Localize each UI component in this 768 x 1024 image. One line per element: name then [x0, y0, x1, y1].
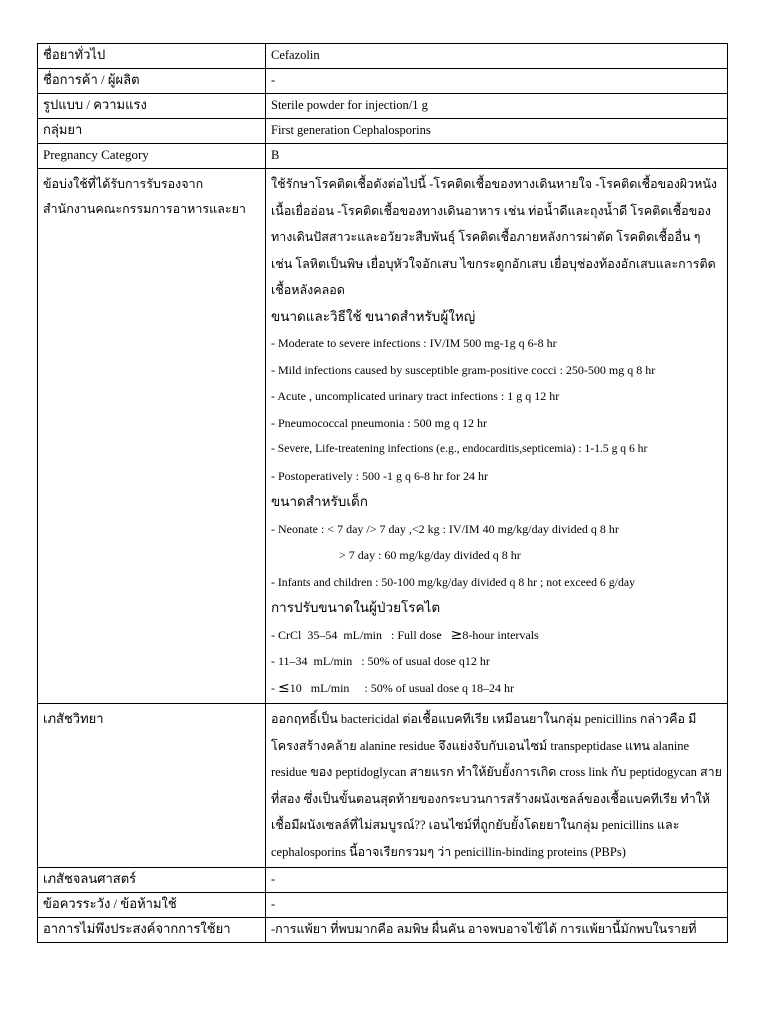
- child-dose-item: > 7 day : 60 mg/kg/day divided q 8 hr: [339, 548, 521, 562]
- row-label-indications: [38, 169, 266, 704]
- table-row: [38, 44, 728, 69]
- adult-dose-item: - Postoperatively : 500 -1 g q 6-8 hr for 24 hr: [271, 468, 488, 483]
- row-label-drug-group: กลุ่มยา: [38, 119, 266, 144]
- drug-info-table: [37, 43, 728, 943]
- renal-dose-item: [271, 622, 722, 649]
- row-value-form-strength: Sterile powder for injection/1 g: [266, 94, 728, 119]
- row-value-generic-name: Cefazolin: [266, 44, 728, 69]
- row-label-adverse-effects: อาการไม่พึงประสงค์จากการใช้ยา: [38, 918, 266, 943]
- row-label-pregnancy-category: Pregnancy Category: [38, 144, 266, 169]
- table-row: [38, 704, 728, 868]
- renal-dose-text: -: [271, 680, 278, 695]
- table-row: [38, 69, 728, 94]
- adult-dose-item: - Moderate to severe infections : IV/IM 500 mg-1g q 6-8 hr: [271, 336, 557, 350]
- adult-dose-item: - Acute , uncomplicated urinary tract infections : 1 g q 12 hr: [271, 389, 560, 403]
- adult-dose-item: - Mild infections caused by susceptible gram-positive cocci : 250-500 mg q 8 hr: [271, 362, 656, 377]
- dose-heading: ขนาดและวิธีใช้ ขนาดสำหรับผู้ใหญ่: [271, 308, 476, 324]
- row-label-generic-name: ชื่อยาทั่วไป: [38, 44, 266, 69]
- child-dose-item: - Infants and children : 50-100 mg/kg/day divided q 8 hr ; not exceed 6 g/day: [271, 574, 635, 589]
- table-row: [38, 918, 728, 943]
- row-value-indications: [266, 169, 728, 704]
- row-value-trade-name: -: [266, 69, 728, 94]
- row-value-drug-group: First generation Cephalosporins: [266, 119, 728, 144]
- table-row: [38, 119, 728, 144]
- row-value-adverse-effects: -การแพ้ยา ที่พบมากคือ ลมพิษ ผื่นคัน อาจพบอาจไข้ได้ การแพ้ยานี้มักพบในรายที่: [266, 918, 728, 943]
- renal-dose-item: [271, 675, 722, 702]
- table-row: [38, 169, 728, 704]
- renal-dose-item: - 11–34 mL/min : 50% of usual dose q12 hr: [271, 654, 490, 668]
- table-row: [38, 94, 728, 119]
- child-dose-item: - Neonate : < 7 day /> 7 day ,<2 kg : IV/IM 40 mg/kg/day divided q 8 hr: [271, 521, 619, 536]
- adult-dose-item: - Pneumococcal pneumonia : 500 mg q 12 hr: [271, 415, 487, 430]
- less-equal-symbol: ≤: [278, 679, 290, 696]
- table-row: [38, 868, 728, 893]
- indications-label-line2: สำนักงานคณะกรรมการอาหารและยา: [43, 201, 246, 216]
- renal-dose-text: 8-hour intervals: [462, 627, 539, 642]
- renal-dose-text: - CrCl 35–54 mL/min : Full dose: [271, 627, 451, 642]
- renal-dose-text: 10 mL/min : 50% of usual dose q 18–24 hr: [289, 680, 515, 695]
- indications-label-line1: ข้อบ่งใช้ที่ได้รับการรับรองจาก: [43, 177, 204, 191]
- renal-dose-heading: การปรับขนาดในผู้ป่วยโรคไต: [271, 600, 441, 615]
- row-label-form-strength: รูปแบบ / ความแรง: [38, 94, 266, 119]
- table-row: [38, 893, 728, 918]
- row-value-pharmacokinetics: -: [266, 868, 728, 893]
- indications-intro: ใช้รักษาโรคติดเชื้อดังต่อไปนี้ -โรคติดเชื้อของทางเดินหายใจ -โรคติดเชื้อของผิวหนัง เนื้อเยื่ออ่อน -โรคติดเชื้อของทางเดินอาหาร เช่น ท่อน้ำดีและถุงน้ำดี โรคติดเชื้อของทางเดินปัสสาวะและอวัยวะสืบพันธุ์ โรคติดเชื้อภายหลังการผ่าตัด โรคติดเชื้ออื่น ๆ เช่น โลหิตเป็นพิษ เยื่อบุหัวใจอักเสบ ไขกระดูกอักเสบ เยื่อบุช่องท้องอักเสบและการติดเชื้อหลังคลอด: [271, 177, 718, 297]
- row-label-pharmacokinetics: เภสัชจลนศาสตร์: [38, 868, 266, 893]
- table-row: [38, 144, 728, 169]
- row-label-precautions: ข้อควรระวัง / ข้อห้ามใช้: [38, 893, 266, 918]
- child-dose-heading: ขนาดสำหรับเด็ก: [271, 494, 368, 509]
- adult-dose-item: - Severe, Life-treatening infections (e.g., endocarditis,septicemia) : 1-1.5 g q 6 hr: [271, 442, 648, 455]
- row-value-precautions: -: [266, 893, 728, 918]
- row-label-pharmacology: เภสัชวิทยา: [38, 704, 266, 868]
- row-value-pregnancy-category: B: [266, 144, 728, 169]
- row-label-trade-name: ชื่อการค้า / ผู้ผลิต: [38, 69, 266, 94]
- pharmacology-text: ออกฤทธิ์เป็น bactericidal ต่อเชื้อแบคทีเรีย เหมือนยาในกลุ่ม penicillins กล่าวคือ มีโครงสร้างคล้าย alanine residue จึงแย่งจับกับเอนไซม์ transpeptidase แทน alanine residue ของ peptidoglycan สายแรก ทำให้ยับยั้งการเกิด cross link กับ peptidogycan สายที่สอง ซึ่งเป็นขั้นตอนสุดท้ายของกระบวนการสร้างผนังเซลล์ของเชื้อแบคทีเรีย ทำให้เชื้อมีผนังเซลล์ที่ไม่สมบูรณ์?? เอนไซม์ที่ถูกยับยั้งโดยยาในกลุ่ม penicillins และ cephalosporins นี้อาจเรียกรวมๆ ว่า penicillin-binding proteins (PBPs): [271, 712, 723, 859]
- row-value-pharmacology: [266, 704, 728, 868]
- greater-equal-symbol: ≥: [450, 626, 463, 643]
